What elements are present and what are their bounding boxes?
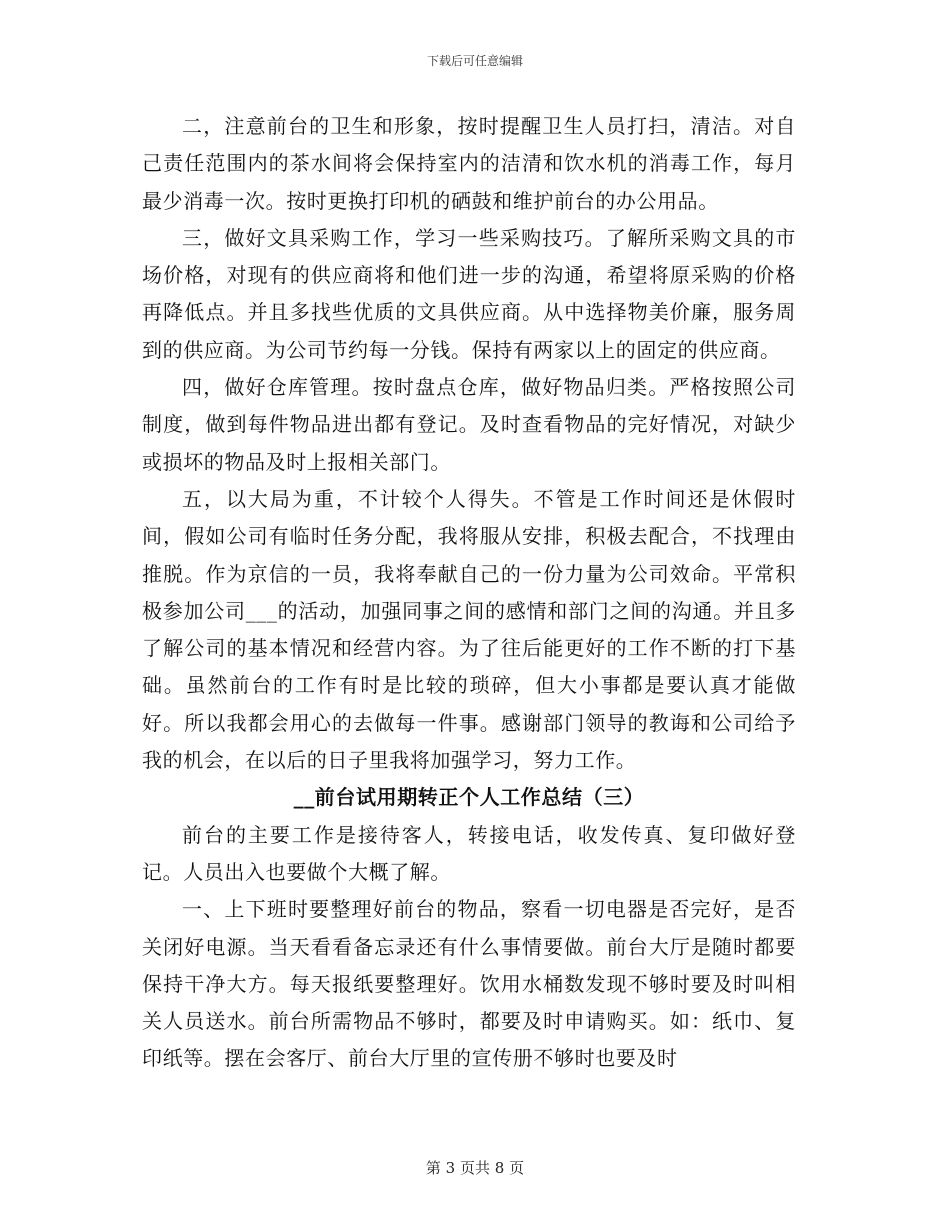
paragraph-item-five: 五，以大局为重，不计较个人得失。不管是工作时间还是休假时间，假如公司有临时任务分配，我将服从安排，积极去配合，不找理由推脱。作为京信的一员，我将奉献自己的一份力量为公司效命。平常积极参加公司___的活动，加强同事之间的感情和部门之间的沟通。并且多了解公司的基本情况和经营内容。为了往后能更好的工作不断的打下基础。虽然前台的工作有时是比较的琐碎，但大小事都是要认真才能做好。所以我都会用心的去做每一件事。感谢部门领导的教诲和公司给予我的机会，在以后的日子里我将加强学习，努力工作。 — [142, 486, 796, 773]
document-body — [142, 108, 796, 1078]
page-header: 下载后可任意编辑 — [426, 54, 523, 68]
paragraph-item-two: 二，注意前台的卫生和形象，按时提醒卫生人员打扫，清洁。对自己责任范围内的茶水间将会保持室内的洁清和饮水机的消毒工作，每月最少消毒一次。按时更换打印机的硒鼓和维护前台的办公用品。 — [142, 114, 796, 213]
paragraph-item-three: 三，做好文具采购工作，学习一些采购技巧。了解所采购文具的市场价格，对现有的供应商将和他们进一步的沟通，希望将原采购的价格再降低点。并且多找些优质的文具供应商。从中选择物美价廉，服务周到的供应商。为公司节约每一分钱。保持有两家以上的固定的供应商。 — [142, 225, 796, 362]
paragraph-item-four: 四，做好仓库管理。按时盘点仓库，做好物品归类。严格按照公司制度，做到每件物品进出都有登记。及时查看物品的完好情况，对缺少或损坏的物品及时上报相关部门。 — [142, 375, 796, 474]
section-title: __前台试用期转正个人工作总结（三） — [293, 785, 645, 810]
paragraph-intro: 前台的主要工作是接待客人，转接电话，收发传真、复印做好登记。人员出入也要做个大概了解。 — [142, 822, 796, 884]
page-footer: 第 3 页共 8 页 — [425, 1159, 525, 1177]
paragraph-item-one: 一、上下班时要整理好前台的物品，察看一切电器是否完好，是否关闭好电源。当天看看备忘录还有什么事情要做。前台大厅是随时都要保持干净大方。每天报纸要整理好。饮用水桶数发现不够时要及时叫相关人员送水。前台所需物品不够时，都要及时申请购买。如：纸巾、复印纸等。摆在会客厅、前台大厅里的宣传册不够时也要及时 — [142, 897, 796, 1071]
